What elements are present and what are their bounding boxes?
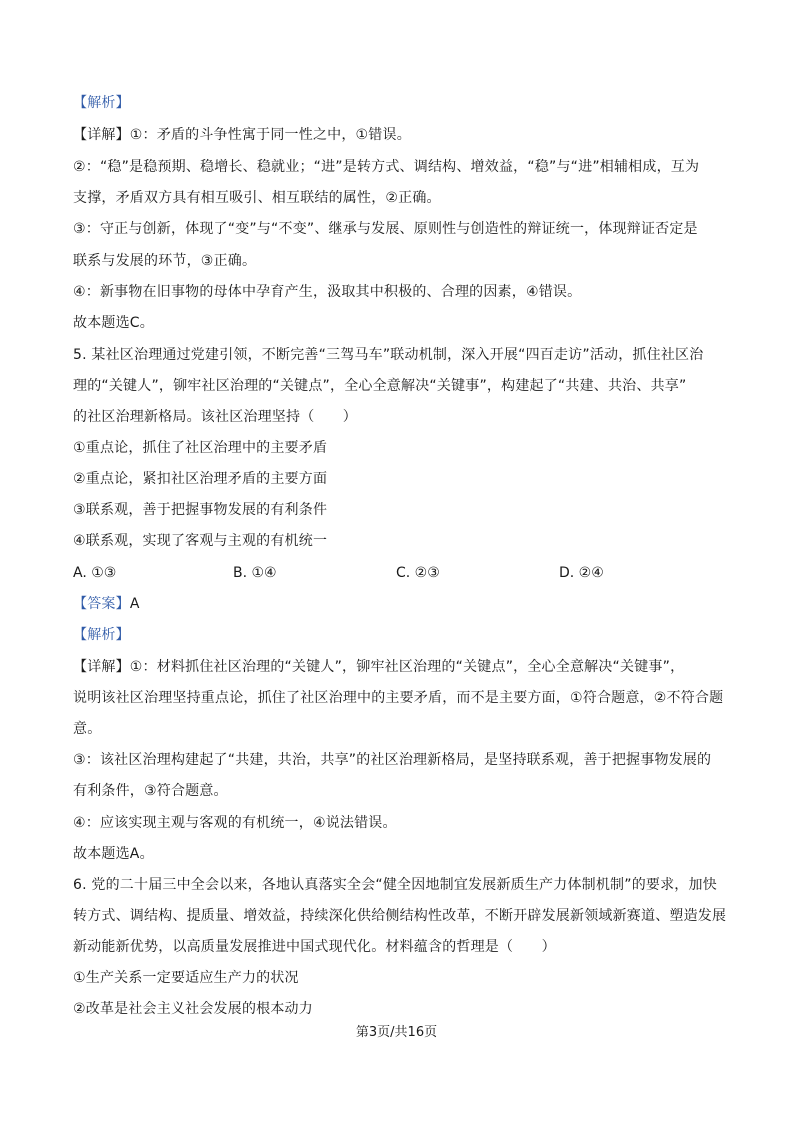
question-stem: 理的“关键人”，铆牢社区治理的“关键点”，全心全意解决“关键事”，构建起了“共建、共治、共享” [73,378,687,394]
choice-b: B. ①④ [233,565,277,581]
question-option: ①重点论，抓住了社区治理中的主要矛盾 [73,440,328,456]
question-option: ④联系观，实现了客观与主观的有机统一 [73,533,328,549]
question-option: ②重点论，紧扣社区治理矛盾的主要方面 [73,471,328,487]
question-stem: 转方式、调结构、提质量、增效益，持续深化供给侧结构性改革，不断开辟发展新领域新赛道、塑造发展 [73,908,727,924]
choice-c: C. ②③ [396,565,440,581]
answer-label: 【答案】 [73,596,130,612]
detail-line: 意。 [73,721,102,737]
question-option: ②改革是社会主义社会发展的根本动力 [73,1001,313,1017]
answer-line [73,594,140,614]
detail-line: ③：守正与创新，体现了“变”与“不变”、继承与发展、原则性与创造性的辩证统一，体现辩证否定是 [73,221,698,237]
detail-line: 联系与发展的环节，③正确。 [73,253,257,269]
question-stem: 新动能新优势，以高质量发展推进中国式现代化。材料蕴含的哲理是（ ） [73,939,556,955]
detail-line: ②：“稳”是稳预期、稳增长、稳就业；“进”是转方式、调结构、增效益，“稳”与“进”相辅相成，互为 [73,159,700,175]
detail-line: 支撑，矛盾双方具有相互吸引、相互联结的属性，②正确。 [73,190,441,206]
question-option: ①生产关系一定要适应生产力的状况 [73,970,299,986]
analysis-label: 【解析】 [73,95,130,111]
detail-line: 【详解】①：矛盾的斗争性寓于同一性之中，①错误。 [73,127,411,143]
choice-a: A. ①③ [73,565,117,581]
detail-line: ③：该社区治理构建起了“共建，共治，共享”的社区治理新格局，是坚持联系观，善于把握事物发展的 [73,752,712,768]
analysis-label: 【解析】 [73,627,130,643]
detail-line: 说明该社区治理坚持重点论，抓住了社区治理中的主要矛盾，而不是主要方面，①符合题意，②不符合题 [73,690,724,706]
page-footer: 第3页/共16页 [355,1025,438,1040]
question-option: ③联系观，善于把握事物发展的有利条件 [73,502,328,518]
question-stem: 6. 党的二十届三中全会以来，各地认真落实全会“健全因地制宜发展新质生产力体制机制”的要求，加快 [73,877,717,893]
answer-value: A [129,596,140,612]
detail-line: 有利条件，③符合题意。 [73,783,228,799]
choice-d: D. ②④ [559,565,604,581]
question-stem: 5. 某社区治理通过党建引领，不断完善“三驾马车”联动机制，深入开展“四百走访”活动，抓住社区治 [73,347,704,363]
detail-line: 【详解】①：材料抓住社区治理的“关键人”，铆牢社区治理的“关键点”，全心全意解决“关键事”， [73,659,685,675]
question-stem: 的社区治理新格局。该社区治理坚持（ ） [73,409,357,425]
detail-line: ④：新事物在旧事物的母体中孕育产生，汲取其中积极的、合理的因素，④错误。 [73,284,582,300]
detail-line: ④：应该实现主观与客观的有机统一，④说法错误。 [73,815,397,831]
conclusion-line: 故本题选A。 [73,846,154,862]
conclusion-line: 故本题选C。 [73,315,154,331]
